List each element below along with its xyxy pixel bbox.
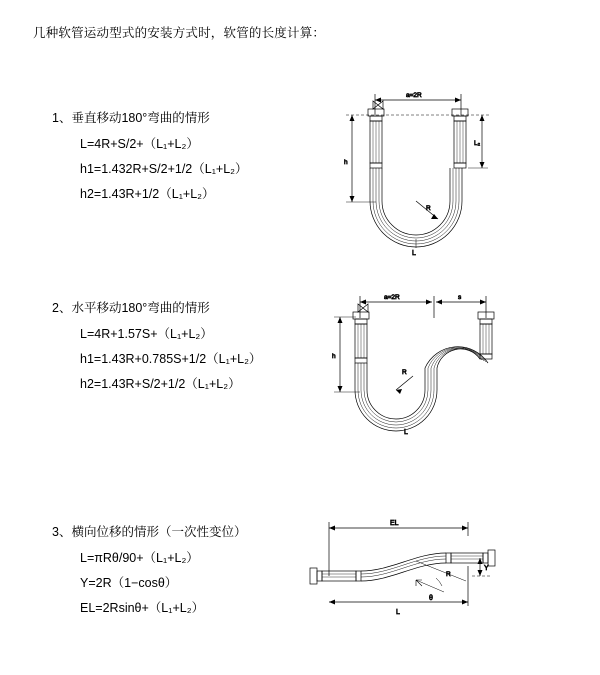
formula-item: h2=1.43R+S/2+1/2（L₁+L₂） bbox=[80, 377, 241, 391]
formula-item: L=4R+1.57S+（L₁+L₂） bbox=[80, 327, 213, 341]
radius-label: R bbox=[426, 205, 431, 212]
dim-top-label-2: s bbox=[458, 294, 462, 301]
dim-height-label: h bbox=[332, 353, 336, 360]
dim-length-label: L bbox=[396, 609, 400, 616]
formula-item: Y=2R（1−cosθ） bbox=[80, 576, 178, 590]
section-3-formulas bbox=[80, 546, 204, 621]
formula-item: L=πRθ/90+（L₁+L₂） bbox=[80, 551, 199, 565]
dim-height-label: h bbox=[344, 159, 348, 166]
formula-item: EL=2Rsinθ+（L₁+L₂） bbox=[80, 601, 205, 615]
formula-item: L=4R+S/2+（L₁+L₂） bbox=[80, 137, 199, 151]
section-2-heading: 2、水平移动180°弯曲的情形 bbox=[52, 301, 210, 315]
horizontal-180-bend-diagram bbox=[316, 284, 516, 454]
dim-length-label: L bbox=[404, 429, 408, 436]
section-3-heading: 3、横向位移的情形（一次性变位） bbox=[52, 525, 247, 539]
dim-top-label: a=2R bbox=[406, 92, 422, 99]
formula-item: h1=1.432R+S/2+1/2（L₁+L₂） bbox=[80, 162, 248, 176]
dim-side-label: Y bbox=[484, 565, 489, 572]
vertical-180-bend-diagram bbox=[316, 69, 516, 269]
dim-side-label: L₂ bbox=[474, 140, 481, 147]
dim-top-label: a=2R bbox=[384, 294, 400, 301]
lateral-offset-diagram bbox=[296, 506, 516, 646]
page-title: 几种软管运动型式的安装方式时，软管的长度计算： bbox=[33, 26, 326, 40]
radius-label: R bbox=[446, 571, 451, 578]
section-2-formulas bbox=[80, 322, 261, 397]
section-1-heading: 1、垂直移动180°弯曲的情形 bbox=[52, 111, 210, 125]
dim-length-label: L bbox=[412, 250, 416, 257]
formula-item: h1=1.43R+0.785S+1/2（L₁+L₂） bbox=[80, 352, 262, 366]
formula-item: h2=1.43R+1/2（L₁+L₂） bbox=[80, 187, 215, 201]
dim-top-label: EL bbox=[390, 520, 399, 527]
angle-label: θ bbox=[429, 595, 433, 602]
section-1-formulas bbox=[80, 132, 248, 207]
radius-label: R bbox=[402, 369, 407, 376]
